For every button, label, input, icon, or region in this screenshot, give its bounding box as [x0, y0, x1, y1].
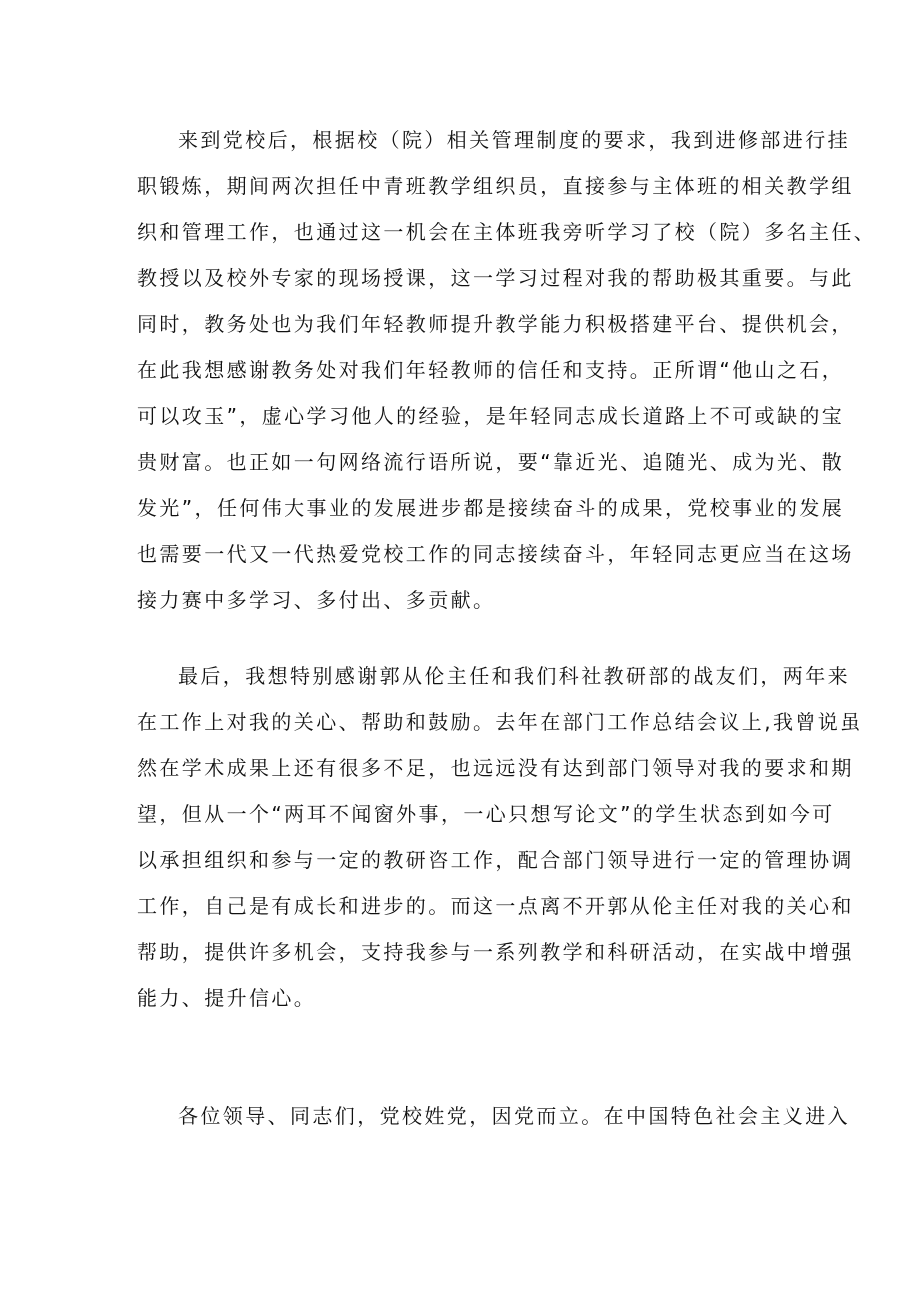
text-line: 然在学术成果上还有很多不足，也远远没有达到部门领导对我的要求和期: [137, 756, 854, 780]
text-line: 在工作上对我的关心、帮助和鼓励。去年在部门工作总结会议上,我曾说虽: [137, 710, 863, 734]
text-line: 织和管理工作，也通过这一机会在主体班我旁听学习了校（院）多名主任、: [137, 220, 877, 244]
text-line: 职锻炼，期间两次担任中青班教学组织员，直接参与主体班的相关教学组: [137, 174, 854, 198]
text-line: 同时，教务处也为我们年轻教师提升教学能力积极搭建平台、提供机会，: [137, 312, 854, 336]
text-line: 工作，自己是有成长和进步的。而这一点离不开郭从伦主任对我的关心和: [137, 894, 854, 918]
text-line: 接力赛中多学习、多付出、多贡献。: [137, 588, 496, 612]
text-line: 最后，我想特别感谢郭从伦主任和我们科社教研部的战友们，两年来: [178, 664, 850, 688]
text-line: 能力、提升信心。: [137, 986, 317, 1010]
text-line: 可以攻玉”，虚心学习他人的经验，是年轻同志成长道路上不可或缺的宝: [137, 404, 845, 428]
text-line: 发光”，任何伟大事业的发展进步都是接续奋斗的成果，党校事业的发展: [137, 496, 845, 520]
text-line: 各位领导、同志们，党校姓党，因党而立。在中国特色社会主义进入: [178, 1104, 850, 1128]
text-line: 也需要一代又一代热爱党校工作的同志接续奋斗，年轻同志更应当在这场: [137, 542, 854, 566]
text-line: 来到党校后，根据校（院）相关管理制度的要求，我到进修部进行挂: [178, 128, 850, 152]
text-line: 在此我想感谢教务处对我们年轻教师的信任和支持。正所谓“他山之石，: [137, 358, 845, 382]
text-line: 帮助，提供许多机会，支持我参与一系列教学和科研活动，在实战中增强: [137, 940, 854, 964]
text-line: 贵财富。也正如一句网络流行语所说，要“靠近光、追随光、成为光、散: [137, 450, 845, 474]
text-line: 教授以及校外专家的现场授课，这一学习过程对我的帮助极其重要。与此: [137, 266, 854, 290]
text-line: 以承担组织和参与一定的教研咨工作，配合部门领导进行一定的管理协调: [137, 848, 854, 872]
text-line: 望，但从一个“两耳不闻窗外事，一心只想写论文”的学生状态到如今可: [137, 802, 835, 826]
